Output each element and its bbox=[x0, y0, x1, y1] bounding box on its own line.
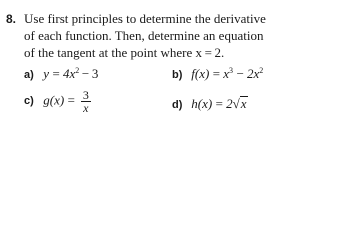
instruction-line-3: of the tangent at the point where x = 2. bbox=[24, 45, 225, 60]
part-c-denominator: x bbox=[83, 101, 89, 115]
part-b-mid: − 2x bbox=[233, 66, 260, 81]
part-a bbox=[24, 66, 98, 82]
part-b-lhs: f(x) = x bbox=[191, 66, 230, 81]
instruction-line-1: Use first principles to determine the derivative bbox=[24, 11, 266, 26]
instruction-line-2: of each function. Then, determine an equation bbox=[24, 28, 264, 43]
part-c-fraction bbox=[81, 89, 91, 114]
part-d-radicand: x bbox=[240, 96, 247, 111]
question-instructions bbox=[24, 10, 344, 61]
part-d-radical-sign: √ bbox=[232, 96, 240, 111]
part-a-exponent: 2 bbox=[75, 66, 80, 75]
part-d-label: d) bbox=[172, 99, 183, 111]
part-c-numerator: 3 bbox=[82, 88, 89, 102]
part-c bbox=[24, 89, 91, 114]
part-b-label: b) bbox=[172, 69, 183, 81]
part-d bbox=[172, 96, 248, 112]
part-b-exponent-1: 3 bbox=[229, 66, 234, 75]
part-d-lhs: h(x) = 2 bbox=[191, 96, 233, 111]
part-a-label: a) bbox=[24, 69, 34, 81]
part-b bbox=[172, 66, 263, 82]
part-a-rhs: − 3 bbox=[79, 66, 99, 81]
part-a-lhs: y = 4x bbox=[43, 66, 76, 81]
part-c-lhs: g(x) = bbox=[43, 92, 76, 108]
part-b-exponent-2: 2 bbox=[259, 66, 264, 75]
question-number: 8. bbox=[6, 12, 17, 26]
part-c-label: c) bbox=[24, 95, 34, 108]
